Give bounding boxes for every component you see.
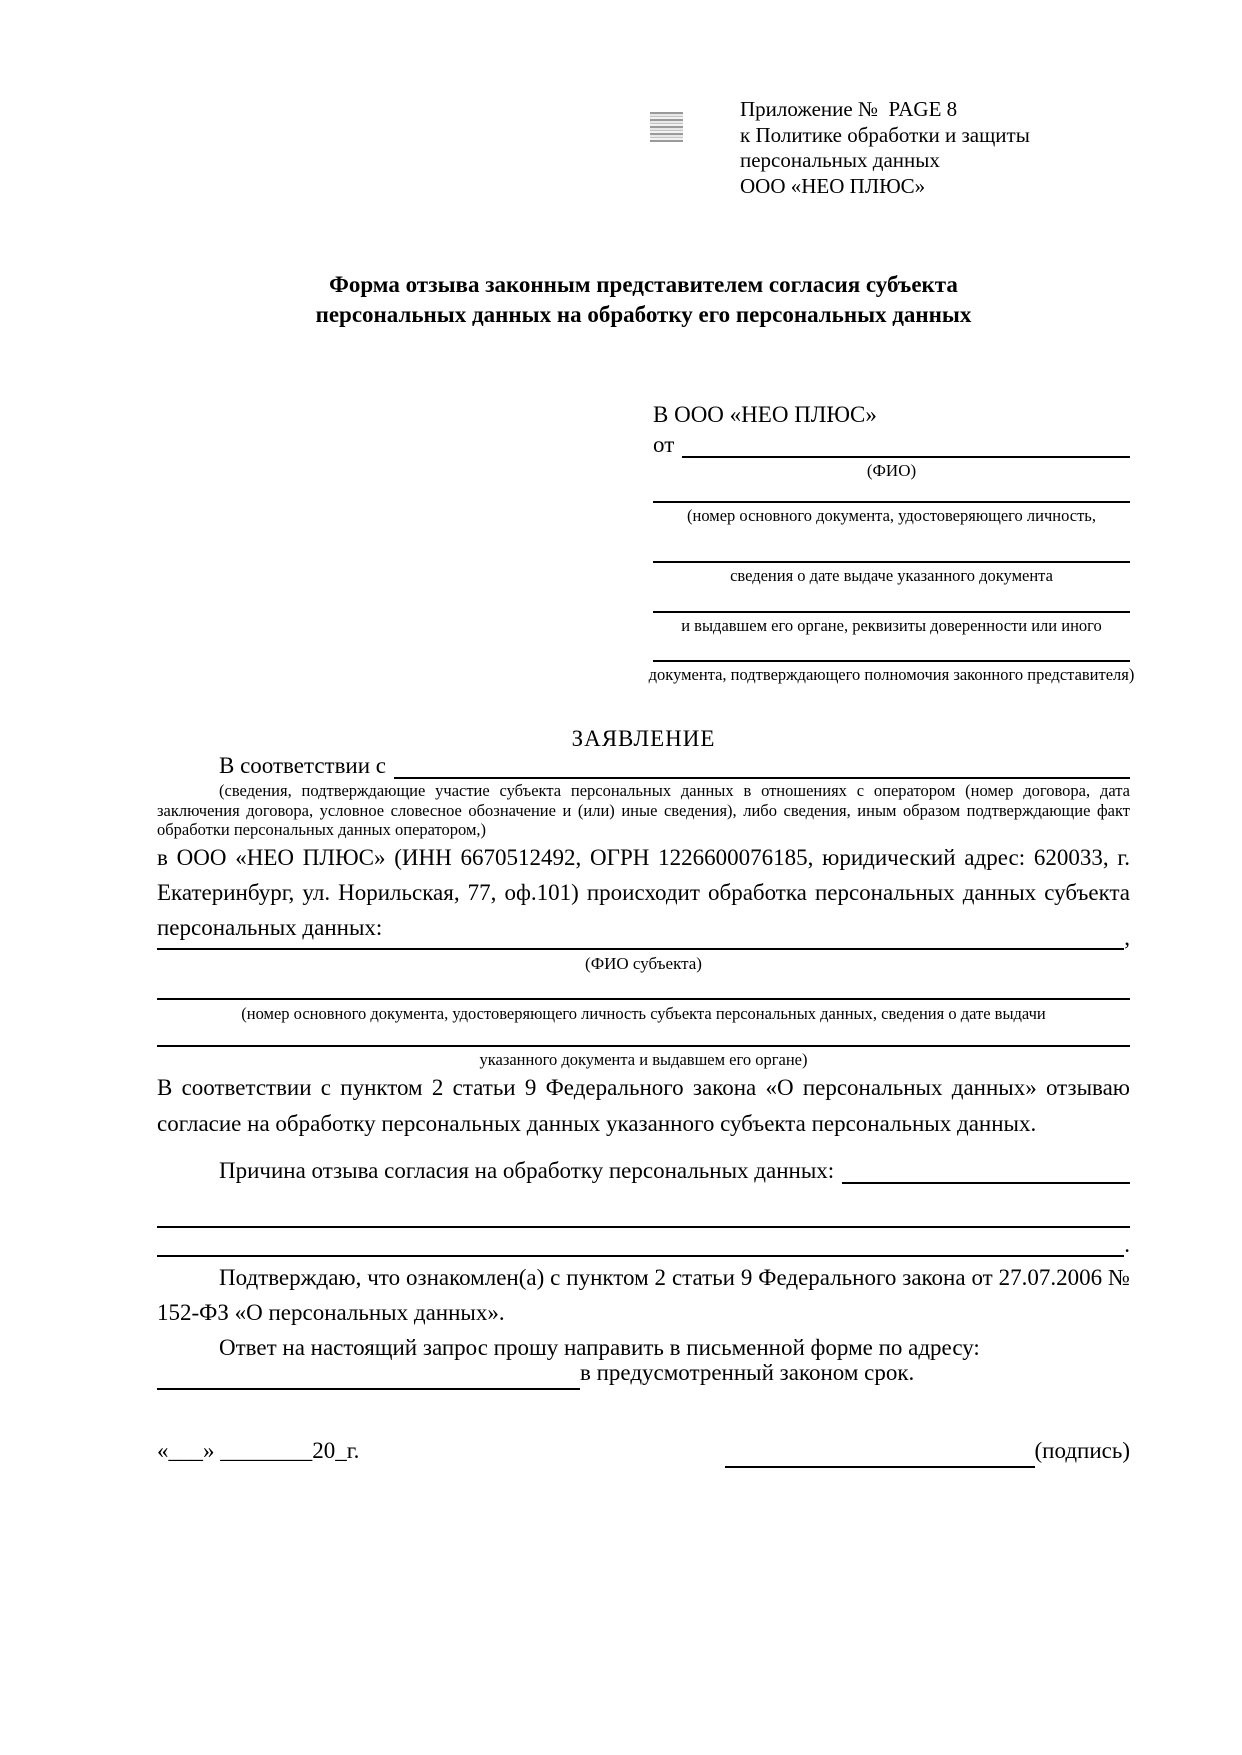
reason-blank-line[interactable]: [842, 1158, 1130, 1184]
document-header: [740, 97, 1030, 199]
issuing-authority-blank-line[interactable]: [653, 591, 1130, 613]
addressee-organization: В ООО «НЕО ПЛЮС»: [653, 402, 877, 427]
subject-document-caption-2: указанного документа и выдавшем его органе): [479, 1050, 808, 1069]
intro-blank-line[interactable]: [394, 753, 1130, 779]
representative-authority-blank-line[interactable]: [653, 640, 1130, 662]
header-line: персональных данных: [740, 148, 940, 172]
reason-label: Причина отзыва согласия на обработку персональных данных:: [219, 1158, 835, 1183]
subject-line-comma: ,: [1124, 925, 1130, 950]
intro-row: [157, 753, 1130, 779]
reason-blank-line-2[interactable]: [157, 1206, 1130, 1228]
subject-document-blank-line-2[interactable]: [157, 1025, 1130, 1047]
issue-date-blank-line[interactable]: [653, 541, 1130, 563]
reply-paragraph: Ответ на настоящий запрос прошу направить в письменной форме по адресу:: [219, 1335, 980, 1360]
reply-address-blank-line[interactable]: [157, 1360, 580, 1390]
intro-label: В соответствии с: [219, 753, 387, 778]
reason-blank-row-3: [157, 1232, 1130, 1257]
signature-caption: (подпись): [1034, 1438, 1130, 1463]
representative-authority-caption: документа, подтверждающего полномочия законного представителя): [648, 665, 1135, 684]
subject-fio-row: [157, 926, 1130, 950]
reply-address-row: [157, 1360, 1130, 1390]
from-label: от: [653, 432, 675, 457]
document-title: [157, 270, 1130, 330]
issue-date-caption: сведения о дате выдаче указанного документа: [730, 566, 1053, 585]
header-line: к Политике обработки и защиты: [740, 122, 1030, 147]
subject-document-caption-1: (номер основного документа, удостоверяющего личность субъекта персональных данных, сведения о дате выдачи: [241, 1004, 1046, 1023]
confirm-paragraph: Подтверждаю, что ознакомлен(а) с пунктом 2 статьи 9 Федерального закона от 27.07.2006 № 152-ФЗ «О персональных данных».: [157, 1265, 1130, 1325]
intro-note: (сведения, подтверждающие участие субъекта персональных данных в отношениях с оператором (номер договора, дата заключения договора, условное словесное обозначение и (или) иные сведения), либо сведения, иным образом подтверждающие факт обработки персональных данных оператором,): [157, 781, 1130, 839]
document-number-blank-line[interactable]: [653, 481, 1130, 503]
header-line: Приложение № PAGE 8: [740, 97, 958, 121]
date-line: «___» ________20_г.: [157, 1438, 360, 1463]
title-line-2: персональных данных на обработку его персональных данных: [315, 302, 972, 327]
document-number-caption: (номер основного документа, удостоверяющего личность,: [687, 506, 1096, 525]
title-line-1: Форма отзыва законным представителем согласия субъекта: [329, 272, 958, 297]
reason-line-period: .: [1124, 1232, 1130, 1257]
statement-heading: ЗАЯВЛЕНИЕ: [571, 726, 716, 751]
operator-paragraph: в ООО «НЕО ПЛЮС» (ИНН 6670512492, ОГРН 1226600076185, юридический адрес: 620033, г. Екатеринбург, ул. Норильская, 77, оф.101) происходит обработка персональных данных субъекта персональных данных:: [157, 845, 1130, 940]
embedded-object-artifact-icon: [650, 112, 683, 142]
reply-suffix: в предусмотренный законом срок.: [580, 1360, 915, 1385]
subject-fio-blank-line[interactable]: [157, 926, 1124, 950]
signature-blank-line[interactable]: [725, 1438, 1035, 1468]
header-line: ООО «НЕО ПЛЮС»: [740, 173, 926, 198]
issuing-authority-caption: и выдавшем его органе, реквизиты доверенности или иного: [681, 616, 1102, 635]
subject-document-blank-line[interactable]: [157, 978, 1130, 1000]
subject-fio-caption: (ФИО субъекта): [585, 954, 702, 973]
reason-blank-line-3[interactable]: [157, 1235, 1124, 1257]
from-field-row: [653, 432, 1130, 458]
signature-block: [725, 1438, 1130, 1468]
footer-row: [157, 1438, 1130, 1468]
fio-caption: (ФИО): [866, 461, 917, 480]
from-blank-line[interactable]: [682, 432, 1130, 458]
reason-row: [157, 1158, 1130, 1184]
withdraw-paragraph: В соответствии с пунктом 2 статьи 9 Федерального закона «О персональных данных» отзываю согласие на обработку персональных данных указанного субъекта персональных данных.: [157, 1075, 1130, 1136]
